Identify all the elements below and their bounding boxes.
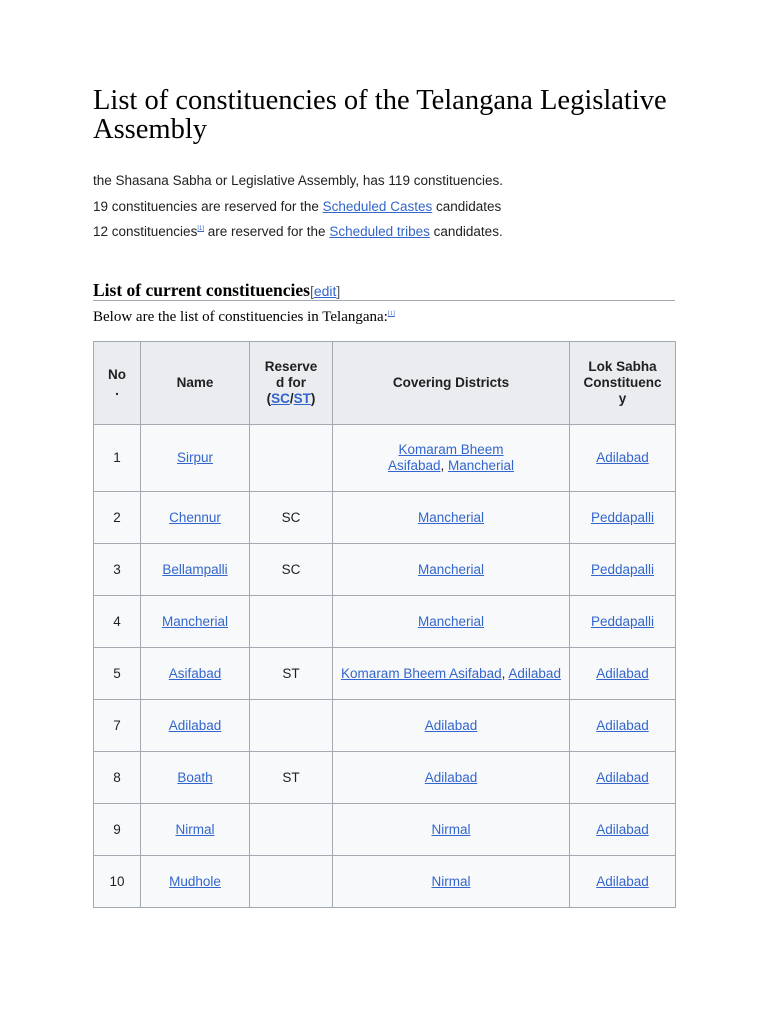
- table-row: [94, 492, 676, 544]
- loksabha-link[interactable]: Adilabad: [596, 873, 649, 889]
- cell-districts: [333, 544, 570, 596]
- cell-reserved: [250, 425, 333, 492]
- intro-line-2: [93, 199, 503, 225]
- cell-reserved: [250, 804, 333, 856]
- cell-loksabha: [570, 544, 676, 596]
- page-title: List of constituencies of the Telangana Legislative Assembly: [93, 85, 667, 145]
- header-reserved: [250, 342, 333, 425]
- cell-reserved: SC: [250, 544, 333, 596]
- cell-loksabha: [570, 648, 676, 700]
- cell-districts: [333, 752, 570, 804]
- cell-name: [141, 804, 250, 856]
- district-link[interactable]: Mancherial: [417, 613, 485, 629]
- section-heading: [93, 281, 675, 301]
- edit-bracket-close: ]: [336, 283, 341, 299]
- cell-districts: [333, 700, 570, 752]
- section-lead: [93, 309, 395, 326]
- cell-name: [141, 492, 250, 544]
- table-row: [94, 700, 676, 752]
- intro-line-3-end: candidates.: [429, 224, 503, 239]
- cell-loksabha: [570, 700, 676, 752]
- district-link[interactable]: Komaram Bheem Asifabad: [387, 442, 504, 473]
- intro-line-2-text: 19 constituencies are reserved for the: [93, 198, 323, 214]
- table-row: [94, 804, 676, 856]
- cell-reserved: ST: [250, 752, 333, 804]
- edit-section: [310, 283, 340, 299]
- scheduled-tribes-link[interactable]: Scheduled tribes: [329, 224, 430, 239]
- cell-name: [141, 856, 250, 908]
- header-districts: Covering Districts: [333, 342, 570, 425]
- district-link[interactable]: Mancherial: [448, 458, 515, 473]
- loksabha-link[interactable]: Adilabad: [596, 450, 649, 465]
- intro-line-3: [93, 224, 503, 250]
- district-link[interactable]: Adilabad: [508, 665, 561, 681]
- header-reserved-slash: /: [289, 391, 294, 406]
- cell-name: [141, 596, 250, 648]
- table-row: [94, 856, 676, 908]
- section-title: List of current constituencies: [93, 280, 310, 300]
- sc-link[interactable]: SC: [271, 391, 290, 406]
- st-link[interactable]: ST: [293, 391, 311, 406]
- intro-line-1: [93, 173, 503, 199]
- intro-paragraphs: [93, 173, 503, 250]
- cell-districts: [333, 856, 570, 908]
- edit-bracket-open: [: [309, 283, 314, 299]
- loksabha-link[interactable]: Peddapalli: [590, 613, 655, 629]
- table-row: [94, 752, 676, 804]
- table-header-row: [94, 342, 676, 425]
- scheduled-castes-link[interactable]: Scheduled Castes: [322, 198, 433, 214]
- table-row: [94, 648, 676, 700]
- cell-reserved: [250, 700, 333, 752]
- cell-name: [141, 425, 250, 492]
- header-no: [94, 342, 141, 425]
- cell-districts: [333, 804, 570, 856]
- district-link[interactable]: Nirmal: [431, 873, 471, 889]
- section-lead-text: Below are the list of constituencies in Telangana:: [93, 309, 388, 325]
- cell-no: 9: [94, 804, 141, 856]
- intro-line-1-text: the Shasana Sabha or Legislative Assembly, has 119 constituencies.: [93, 173, 504, 188]
- cell-name: [141, 752, 250, 804]
- cell-districts: [333, 596, 570, 648]
- cell-no: 10: [94, 856, 141, 908]
- district-separator: ,: [501, 665, 509, 681]
- edit-link[interactable]: edit: [313, 283, 337, 299]
- cell-loksabha: [570, 752, 676, 804]
- cell-reserved: [250, 856, 333, 908]
- cell-loksabha: [570, 425, 676, 492]
- cell-reserved: SC: [250, 492, 333, 544]
- cell-reserved: ST: [250, 648, 333, 700]
- constituency-link[interactable]: Sirpur: [176, 450, 213, 465]
- district-link[interactable]: Adilabad: [424, 769, 478, 785]
- cell-loksabha: [570, 596, 676, 648]
- header-loksabha: [570, 342, 676, 425]
- cell-no: 4: [94, 596, 141, 648]
- cell-loksabha: [570, 856, 676, 908]
- constituency-link[interactable]: Adilabad: [168, 717, 222, 733]
- cell-name: [141, 700, 250, 752]
- header-name: Name: [141, 342, 250, 425]
- table-row: [94, 544, 676, 596]
- citation-link[interactable]: [1]: [197, 226, 204, 232]
- intro-line-2-end: candidates: [432, 198, 502, 214]
- cell-no: 2: [94, 492, 141, 544]
- table-row: [94, 425, 676, 492]
- cell-no: 1: [94, 425, 141, 492]
- cell-no: 7: [94, 700, 141, 752]
- lead-citation-link[interactable]: [1]: [387, 311, 395, 317]
- cell-no: 3: [94, 544, 141, 596]
- cell-loksabha: [570, 804, 676, 856]
- header-loksabha-label: Lok Sabha Constituenc y: [583, 359, 662, 406]
- loksabha-link[interactable]: Adilabad: [596, 665, 649, 681]
- header-reserved-label: Reserve d for (: [264, 359, 318, 406]
- cell-name: [141, 648, 250, 700]
- loksabha-link[interactable]: Peddapalli: [590, 509, 655, 525]
- loksabha-link[interactable]: Adilabad: [596, 821, 649, 837]
- cell-districts: [333, 425, 570, 492]
- intro-line-3-text: 12 constituencies: [93, 224, 198, 239]
- header-reserved-close: ): [310, 391, 316, 406]
- cell-loksabha: [570, 492, 676, 544]
- district-link[interactable]: Komaram Bheem Asifabad: [341, 665, 502, 681]
- constituency-link[interactable]: Nirmal: [175, 821, 215, 837]
- cell-districts: [333, 492, 570, 544]
- constituency-link[interactable]: Bellampalli: [162, 561, 228, 577]
- constituency-link[interactable]: Asifabad: [168, 665, 222, 681]
- constituency-link[interactable]: Mudhole: [169, 873, 221, 889]
- cell-name: [141, 544, 250, 596]
- constituencies-table: [93, 341, 676, 908]
- district-link[interactable]: Adilabad: [424, 717, 478, 733]
- loksabha-link[interactable]: Adilabad: [596, 769, 649, 785]
- cell-no: 5: [94, 648, 141, 700]
- cell-reserved: [250, 596, 333, 648]
- table-row: [94, 596, 676, 648]
- cell-districts: [333, 648, 570, 700]
- loksabha-link[interactable]: Peddapalli: [590, 561, 655, 577]
- district-separator: ,: [440, 458, 449, 473]
- district-link[interactable]: Nirmal: [431, 821, 471, 837]
- constituency-link[interactable]: Boath: [177, 769, 213, 785]
- district-link[interactable]: Mancherial: [417, 509, 485, 525]
- cell-no: 8: [94, 752, 141, 804]
- intro-line-3-mid: are reserved for the: [204, 224, 330, 239]
- loksabha-link[interactable]: Adilabad: [596, 717, 649, 733]
- district-link[interactable]: Mancherial: [417, 561, 485, 577]
- header-no-label: No .: [108, 367, 126, 398]
- constituency-link[interactable]: Chennur: [169, 509, 221, 525]
- constituency-link[interactable]: Mancherial: [161, 613, 229, 629]
